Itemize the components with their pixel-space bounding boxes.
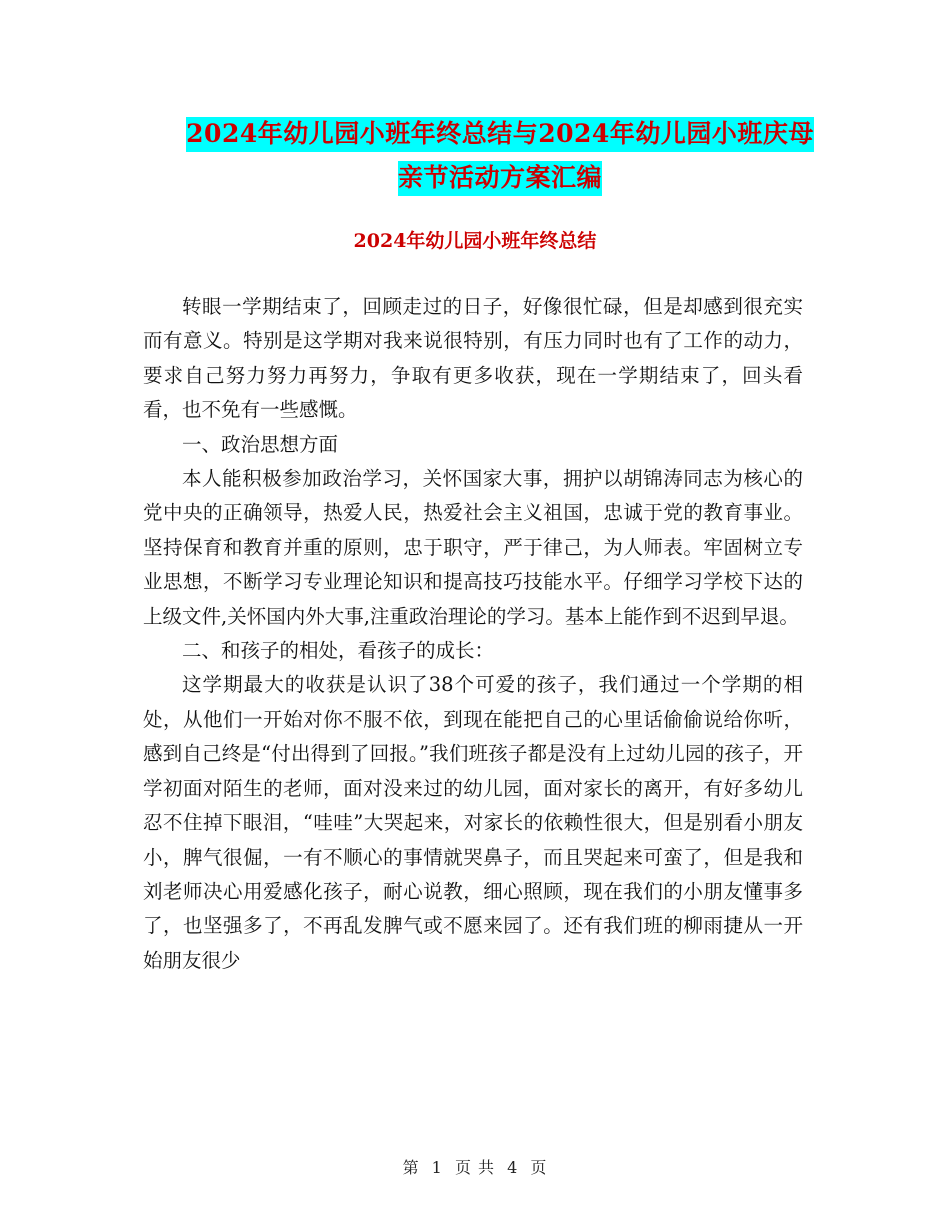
paragraph-children: 这学期最大的收获是认识了38个可爱的孩子，我们通过一个学期的相处，从他们一开始对你不服不依，到现在能把自己的心里话偷偷说给你听，感到自己终是“付出得到了回报。”我们班孩子都是没有上过幼儿园的孩子，开学初面对陌生的老师，面对没来过的幼儿园，面对家长的离开，有好多幼儿忍不住掉下眼泪，“哇哇”大哭起来，对家长的依赖性很大，但是别看小朋友小，脾气很倔，一有不顺心的事情就哭鼻子，而且哭起来可蛮了，但是我和刘老师决心用爱感化孩子，耐心说教，细心照顾，现在我们的小朋友懂事多了，也坚强多了，不再乱发脾气或不愿来园了。还有我们班的柳雨捷从一开始朋友很少 [143,673,803,972]
document-title-text-2: 亲节活动方案汇编 [398,161,602,196]
footer-prefix: 第 [402,1158,420,1177]
footer-page-current: 1 [431,1158,443,1177]
footer-page-total: 4 [507,1158,519,1177]
paragraph-heading-children: 二、和孩子的相处，看孩子的成长： [182,639,495,663]
paragraph-politics: 本人能积极参加政治学习，关怀国家大事，拥护以胡锦涛同志为核心的党中央的正确领导，热爱人民，热爱社会主义祖国，忠诚于党的教育事业。坚持保育和教育并重的原则，忠于职守，严于律己，为人师表。牢固树立专业思想，不断学习专业理论知识和提高技巧技能水平。仔细学习学校下达的上级文件,关怀国内外大事,注重政治理论的学习。基本上能作到不迟到早退。 [143,467,803,628]
page-footer [0,1155,950,1178]
document-title-line-1 [140,114,860,150]
document-body [143,290,803,978]
footer-suffix: 页 [530,1158,548,1177]
document-title-text-1: 2024年幼儿园小班年终总结与2024年幼儿园小班庆母 [186,117,814,152]
footer-middle: 页 共 [454,1158,496,1177]
paragraph-intro: 转眼一学期结束了，回顾走过的日子，好像很忙碌，但是却感到很充实而有意义。特别是这学期对我来说很特别，有压力同时也有了工作的动力，要求自己努力努力再努力，争取有更多收获，现在一学期结束了，回头看看，也不免有一些感慨。 [143,295,803,422]
section-heading: 2024年幼儿园小班年终总结 [353,230,597,252]
paragraph-heading-politics: 一、政治思想方面 [182,432,339,456]
document-title-line-2 [140,158,860,194]
